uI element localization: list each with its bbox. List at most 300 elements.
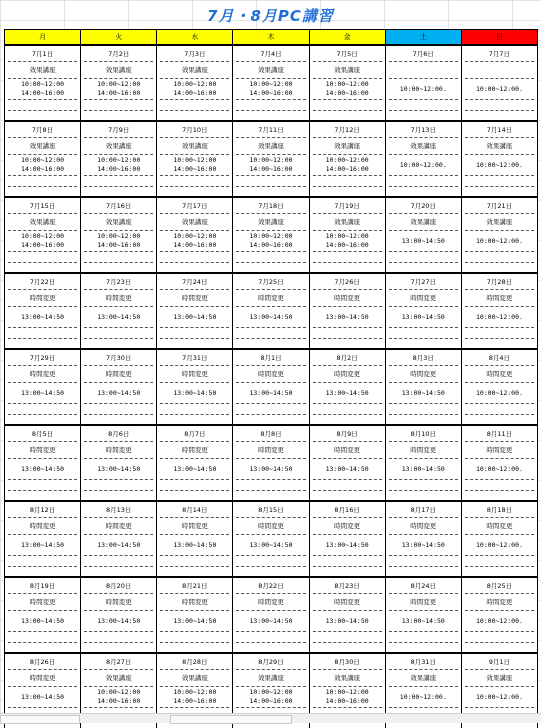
day-blank-line [160,480,229,491]
day-blank-line [84,176,153,187]
day-topic: 時間変更 [313,290,382,307]
day-time [84,155,153,176]
time-slot: 14:00~16:00 [173,241,217,249]
day-blank-line [465,176,534,187]
day-cell[interactable] [309,121,385,197]
time-slot: 13:00~14:50 [401,388,445,397]
day-date: 8月20日 [84,579,153,594]
day-time [313,155,382,176]
day-cell[interactable] [5,45,81,121]
day-blank-line [160,252,229,263]
sheet-tab[interactable] [0,715,80,724]
week-row [5,273,538,349]
time-slot: 10:00~12:00 [173,80,217,88]
day-topic: 時間変更 [160,366,229,383]
day-date: 8月25日 [465,579,534,594]
day-blank-line [8,100,77,111]
time-slot: 14:00~16:00 [249,241,293,249]
day-topic: 效果講座 [465,214,534,231]
day-date: 8月19日 [8,579,77,594]
day-blank-line [465,480,534,491]
day-cell[interactable] [5,425,81,501]
day-cell[interactable] [81,425,157,501]
time-slot: 14:00~16:00 [249,697,293,705]
time-slot: 10:00~12:00 [97,156,141,164]
day-cell[interactable] [81,45,157,121]
day-topic: 效果講座 [465,670,534,687]
day-topic: 效果講座 [236,138,305,155]
day-date: 8月29日 [236,655,305,670]
time-slot: 10:00~12:00 [21,156,65,164]
day-blank-line [236,556,305,567]
day-date: 8月21日 [160,579,229,594]
day-cell[interactable] [157,273,233,349]
time-slot: 13:00~14:50 [325,464,369,473]
day-cell[interactable] [233,197,309,273]
day-topic: 時間変更 [313,366,382,383]
day-time [465,79,534,100]
day-time [389,79,458,100]
day-topic: 效果講座 [313,138,382,155]
day-cell[interactable] [233,501,309,577]
day-blank-line [465,632,534,643]
day-date: 8月22日 [236,579,305,594]
day-date: 7月5日 [313,47,382,62]
day-date: 8月15日 [236,503,305,518]
day-cell[interactable] [461,273,537,349]
day-time [160,307,229,328]
day-cell[interactable] [461,45,537,121]
time-slot: 14:00~16:00 [21,165,65,173]
weekday-header-0: 月 [5,30,81,46]
day-cell[interactable] [309,501,385,577]
day-cell[interactable] [157,121,233,197]
day-blank-line [465,252,534,263]
day-blank-line [313,404,382,415]
day-topic: 時間変更 [160,518,229,535]
day-topic: 時間変更 [236,290,305,307]
day-time [160,687,229,708]
day-topic: 時間変更 [8,366,77,383]
time-slot: 10:00~12:00 [249,156,293,164]
time-slot: 10:00~12:00 [97,80,141,88]
day-topic: 時間変更 [8,290,77,307]
weekday-header-6: 日 [461,30,537,46]
day-cell[interactable] [461,425,537,501]
time-slot: 10:00~12:00. [475,692,523,701]
day-topic: 效果講座 [8,138,77,155]
day-topic: 時間変更 [389,442,458,459]
time-slot: 13:00~14:50 [401,464,445,473]
time-slot: 13:00~14:50 [21,464,65,473]
time-slot: 13:00~14:50 [173,616,217,625]
day-date: 7月26日 [313,275,382,290]
day-blank-line [465,404,534,415]
day-cell[interactable] [233,45,309,121]
day-time [313,687,382,708]
day-topic [465,62,534,79]
day-time [465,459,534,480]
day-topic: 時間変更 [236,366,305,383]
time-slot: 14:00~16:00 [173,165,217,173]
day-cell[interactable] [309,425,385,501]
day-time [8,231,77,252]
day-topic: 時間変更 [8,442,77,459]
day-time [8,687,77,708]
time-slot: 14:00~16:00 [325,697,369,705]
time-slot: 10:00~12:00 [173,232,217,240]
day-topic: 時間変更 [313,518,382,535]
day-date: 8月4日 [465,351,534,366]
day-topic: 時間変更 [8,594,77,611]
time-slot: 14:00~16:00 [97,165,141,173]
day-topic: 效果講座 [236,214,305,231]
day-blank-line [236,632,305,643]
day-cell[interactable] [233,121,309,197]
day-blank-line [313,176,382,187]
day-cell[interactable] [461,197,537,273]
day-blank-line [313,100,382,111]
day-blank-line [236,480,305,491]
day-date: 7月6日 [389,47,458,62]
day-topic: 時間変更 [465,594,534,611]
day-time [389,307,458,328]
day-topic: 時間変更 [84,442,153,459]
time-slot: 10:00~12:00 [325,232,369,240]
day-cell[interactable] [157,45,233,121]
day-cell[interactable] [461,501,537,577]
day-cell[interactable] [233,425,309,501]
day-cell[interactable] [5,501,81,577]
time-slot: 10:00~12:00 [173,156,217,164]
day-blank-line [8,404,77,415]
day-blank-line [8,480,77,491]
time-slot: 10:00~12:00 [173,688,217,696]
week-row [5,45,538,121]
day-cell[interactable] [81,501,157,577]
day-time [313,611,382,632]
day-blank-line [84,480,153,491]
day-cell[interactable] [385,349,461,425]
time-slot: 14:00~16:00 [173,697,217,705]
day-time [389,155,458,176]
day-topic: 時間変更 [465,290,534,307]
day-topic: 效果講座 [160,138,229,155]
day-blank-line [160,328,229,339]
day-date: 8月9日 [313,427,382,442]
day-time [313,535,382,556]
time-slot: 10:00~12:00. [475,312,523,321]
day-cell[interactable] [385,425,461,501]
day-topic: 效果講座 [389,214,458,231]
day-date: 7月4日 [236,47,305,62]
day-topic: 時間変更 [160,290,229,307]
day-cell[interactable] [157,197,233,273]
day-date: 8月24日 [389,579,458,594]
day-time [8,383,77,404]
day-date: 7月2日 [84,47,153,62]
day-cell[interactable] [461,577,537,653]
time-slot: 13:00~14:50 [249,388,293,397]
time-slot: 10:00~12:00. [475,388,523,397]
day-cell[interactable] [233,349,309,425]
day-cell[interactable] [157,425,233,501]
time-slot: 13:00~14:50 [401,312,445,321]
day-topic: 時間変更 [236,594,305,611]
day-cell[interactable] [81,349,157,425]
day-cell[interactable] [309,197,385,273]
day-cell[interactable] [309,45,385,121]
day-blank-line [313,632,382,643]
day-topic: 效果講座 [313,62,382,79]
time-slot: 14:00~16:00 [325,241,369,249]
time-slot: 13:00~14:50 [21,692,65,701]
day-time [84,231,153,252]
day-cell[interactable] [81,577,157,653]
day-blank-line [389,328,458,339]
day-cell[interactable] [5,197,81,273]
time-slot: 10:00~12:00 [249,688,293,696]
time-slot: 13:00~14:50 [97,312,141,321]
day-date: 8月14日 [160,503,229,518]
day-time [84,459,153,480]
day-topic: 時間変更 [313,594,382,611]
day-date: 8月12日 [8,503,77,518]
day-blank-line [236,328,305,339]
day-cell[interactable] [5,349,81,425]
day-blank-line [84,556,153,567]
day-date: 8月6日 [84,427,153,442]
day-time [313,79,382,100]
day-cell[interactable] [81,273,157,349]
day-cell[interactable] [385,577,461,653]
day-topic: 時間変更 [465,518,534,535]
day-date: 7月28日 [465,275,534,290]
day-time [160,611,229,632]
day-time [84,79,153,100]
day-date: 8月5日 [8,427,77,442]
day-blank-line [160,632,229,643]
day-date: 8月10日 [389,427,458,442]
day-topic: 效果講座 [160,214,229,231]
day-blank-line [84,404,153,415]
day-cell[interactable] [309,273,385,349]
day-cell[interactable] [233,273,309,349]
day-blank-line [8,252,77,263]
day-cell[interactable] [309,577,385,653]
day-date: 8月1日 [236,351,305,366]
day-cell[interactable] [385,121,461,197]
day-time [313,307,382,328]
day-time [465,307,534,328]
day-cell[interactable] [81,197,157,273]
day-cell[interactable] [233,577,309,653]
day-date: 8月30日 [313,655,382,670]
time-slot: 10:00~12:00. [475,236,523,245]
day-cell[interactable] [157,349,233,425]
day-blank-line [465,100,534,111]
day-topic: 效果講座 [236,62,305,79]
day-blank-line [8,632,77,643]
day-time [84,307,153,328]
day-date: 8月3日 [389,351,458,366]
day-topic: 效果講座 [313,214,382,231]
day-topic: 時間変更 [389,594,458,611]
day-cell[interactable] [385,45,461,121]
day-date: 8月26日 [8,655,77,670]
time-slot: 10:00~12:00 [249,232,293,240]
day-time [84,687,153,708]
day-date: 8月13日 [84,503,153,518]
week-row [5,349,538,425]
day-cell[interactable] [5,577,81,653]
day-time [236,459,305,480]
day-date: 7月14日 [465,123,534,138]
day-time [313,459,382,480]
time-slot: 13:00~14:50 [249,312,293,321]
day-topic: 時間変更 [389,366,458,383]
time-slot: 10:00~12:00 [325,688,369,696]
day-topic: 效果講座 [160,670,229,687]
time-slot: 13:00~14:50 [325,540,369,549]
day-time [465,687,534,708]
time-slot: 13:00~14:50 [249,540,293,549]
day-cell[interactable] [461,349,537,425]
day-topic: 效果講座 [84,670,153,687]
day-topic: 效果講座 [465,138,534,155]
day-cell[interactable] [309,349,385,425]
day-cell[interactable] [385,197,461,273]
weekday-header-4: 金 [309,30,385,46]
time-slot: 14:00~16:00 [325,165,369,173]
day-date: 7月3日 [160,47,229,62]
time-slot: 13:00~14:50 [325,388,369,397]
time-slot: 10:00~12:00. [475,84,523,93]
day-blank-line [236,252,305,263]
time-slot: 10:00~12:00. [399,160,447,169]
time-slot: 10:00~12:00 [325,80,369,88]
day-date: 8月8日 [236,427,305,442]
time-slot: 14:00~16:00 [21,89,65,97]
day-time [160,459,229,480]
time-slot: 13:00~14:50 [21,616,65,625]
day-blank-line [236,404,305,415]
day-time [8,155,77,176]
day-blank-line [84,328,153,339]
day-time [465,155,534,176]
day-time [465,231,534,252]
day-time [465,611,534,632]
day-topic: 效果講座 [313,670,382,687]
day-date: 7月13日 [389,123,458,138]
time-slot: 13:00~14:50 [401,616,445,625]
day-cell[interactable] [385,501,461,577]
day-date: 8月31日 [389,655,458,670]
day-date: 7月8日 [8,123,77,138]
day-date: 8月23日 [313,579,382,594]
day-date: 7月22日 [8,275,77,290]
day-cell[interactable] [157,577,233,653]
day-time [236,155,305,176]
week-row [5,121,538,197]
time-slot: 13:00~14:50 [401,540,445,549]
time-slot: 14:00~16:00 [97,241,141,249]
day-date: 7月30日 [84,351,153,366]
day-date: 8月28日 [160,655,229,670]
time-slot: 13:00~14:50 [97,616,141,625]
day-blank-line [160,100,229,111]
day-time [389,231,458,252]
day-time [389,611,458,632]
day-topic: 效果講座 [8,214,77,231]
day-time [236,307,305,328]
day-date: 7月23日 [84,275,153,290]
day-date: 7月1日 [8,47,77,62]
day-blank-line [389,556,458,567]
day-date: 7月21日 [465,199,534,214]
day-cell[interactable] [5,273,81,349]
day-date: 7月31日 [160,351,229,366]
day-date: 7月16日 [84,199,153,214]
day-time [8,459,77,480]
day-cell[interactable] [81,121,157,197]
day-date: 8月16日 [313,503,382,518]
day-blank-line [465,328,534,339]
day-time [236,383,305,404]
day-cell[interactable] [385,273,461,349]
day-cell[interactable] [5,121,81,197]
day-date: 7月12日 [313,123,382,138]
time-slot: 13:00~14:50 [173,464,217,473]
time-slot: 10:00~12:00 [21,232,65,240]
day-date: 7月7日 [465,47,534,62]
day-time [236,611,305,632]
day-time [389,383,458,404]
time-slot: 13:00~14:50 [173,540,217,549]
day-date: 7月20日 [389,199,458,214]
day-blank-line [236,100,305,111]
time-slot: 10:00~12:00. [475,160,523,169]
day-topic: 效果講座 [84,138,153,155]
day-time [8,307,77,328]
time-slot: 13:00~14:50 [401,236,445,245]
day-time [84,383,153,404]
horizontal-scroll-thumb[interactable] [170,715,292,724]
time-slot: 10:00~12:00 [21,80,65,88]
time-slot: 13:00~14:50 [21,312,65,321]
day-date: 7月27日 [389,275,458,290]
calendar-table [4,29,538,728]
time-slot: 10:00~12:00. [475,616,523,625]
time-slot: 10:00~12:00. [475,464,523,473]
day-date: 9月1日 [465,655,534,670]
day-topic: 時間変更 [160,594,229,611]
day-time [389,459,458,480]
day-topic: 時間変更 [389,290,458,307]
day-blank-line [389,176,458,187]
day-cell[interactable] [461,121,537,197]
day-date: 8月27日 [84,655,153,670]
day-blank-line [313,252,382,263]
day-time [389,535,458,556]
day-blank-line [8,328,77,339]
time-slot: 13:00~14:50 [325,616,369,625]
day-time [160,79,229,100]
day-time [236,79,305,100]
day-time [84,611,153,632]
day-cell[interactable] [157,501,233,577]
day-date: 8月7日 [160,427,229,442]
